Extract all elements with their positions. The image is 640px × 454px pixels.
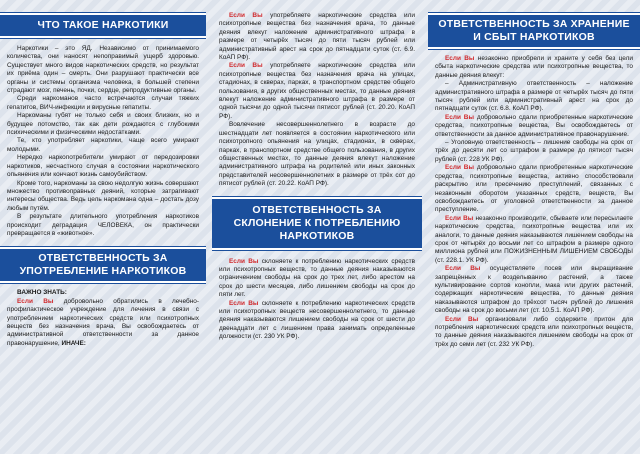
- important-label: ВАЖНО ЗНАТЬ:: [17, 289, 67, 297]
- if-you-label: Если Вы: [229, 257, 259, 265]
- paragraph: [219, 12, 415, 62]
- otherwise-label: ИНАЧЕ:: [61, 339, 86, 347]
- paragraph: [219, 258, 415, 300]
- storage-penalties: [428, 55, 640, 349]
- if-you-label: Если Вы: [229, 62, 263, 70]
- text: добровольно обратились в лечебно-профилактическое учреждение для лечения в связи с употреблением наркотических средств или психотропных веществ без назначения врача, Вы освобождаетесь от административной ответственности за данное правонарушение,: [7, 297, 200, 347]
- if-you-label: Если Вы: [17, 297, 54, 305]
- paragraph: [435, 114, 633, 139]
- column-what-are-drugs: [0, 0, 206, 454]
- paragraph: – Административную ответственность – наложение административного штрафа в размере от четырёх тысяч до пяти тысяч рублей или административный арест на срок до пятнадцати суток (ст. 6.8. КоАП РФ).: [435, 80, 633, 113]
- section-title-what-are-drugs: ЧТО ТАКОЕ НАРКОТИКИ: [0, 13, 206, 38]
- column-use-and-inducement: [212, 0, 422, 454]
- if-you-label: Если Вы: [229, 299, 259, 307]
- paragraph: Наркоманы губят не только себя и своих близких, но и будущее потомство, так как дети рождаются с глубокими психическими и физическими недостатками.: [7, 112, 199, 137]
- paragraph: [435, 55, 633, 80]
- if-you-label: Если Вы: [445, 214, 474, 222]
- paragraph: Те, кто употребляет наркотики, чаще всего умирают молодыми.: [7, 137, 199, 153]
- text: склоняете к потреблению наркотических средств или психотропных веществ, то данные деяния наказываются ограничением свободы на срок до трех лет, либо арестом на срок до шести месяцев, либо лишением свободы на срок до пяти лет.: [219, 257, 415, 299]
- paragraph: [7, 298, 199, 348]
- use-responsibility-text: [0, 289, 206, 348]
- paragraph: [435, 164, 633, 214]
- text: добровольно сдали приобретенные наркотические средства, психотропные вещества, Вы освобождаетесь от ответственности за данное административное правонарушение.: [435, 113, 633, 138]
- text: добровольно сдали приобретенные наркотические средства, психотропные вещества, активно способствовали раскрытию или пресечению преступлений, связанных с незаконным оборотом указанных средств, веществ, Вы освобождаетесь от уголовной ответственности за данное преступление.: [435, 164, 633, 214]
- text: употребляете наркотические средства или психотропные вещества без назначения врача, то данные деяния влекут наложение административного штрафа в размере от четырёх тысяч до пяти тысяч рублей или административный арест на срок до пятнадцати суток (ст. 6.9. КоАП РФ).: [219, 12, 416, 62]
- section-title-storage-and-sale: ОТВЕТСТВЕННОСТЬ ЗА ХРАНЕНИЕ И СБЫТ НАРКОТИКОВ: [428, 13, 640, 49]
- paragraph: [219, 62, 415, 121]
- text: незаконно производите, сбываете или пересылаете наркотические средства, психотропные вещества или их аналоги, то данные деяния наказываются лишением свободы на срок от четырёх до восьми лет со штрафом в размере одного миллиона рублей или ПОЖИЗНЕННЫМ ЛИШЕНИЕМ СВОБОДЫ (ст. 228.1. УК РФ).: [435, 214, 633, 264]
- paragraph: Наркотики – это ЯД. Независимо от принимаемого количества, они наносят непоправимый ущерб здоровью. Существует много видов наркотических средств, но результат их приёма один – смерть. Они разрушают практически все органы и системы организма человека, в большей степени страдают мозг, печень, почки, сердце, репродуктивные органы.: [7, 45, 199, 95]
- if-you-label: Если Вы: [445, 164, 474, 172]
- if-you-label: Если Вы: [445, 315, 479, 323]
- inducement-penalties: [212, 258, 422, 342]
- paragraph: Вовлечение несовершеннолетнего в возрасте до шестнадцати лет появляется в состоянии наркотического или психотропного опьянения на улицах, стадионах, в скверах, парках, в транспортном средстве общего пользования, в других общественных местах, то данные деяния влекут наложение административного штрафа на родителей или иных законных представителей несовершеннолетних в размере от трёх сот до пятисот рублей (ст. 20.22. КоАП РФ).: [219, 121, 415, 188]
- paragraph: Среди наркоманов часто встречаются случаи тяжких гепатитов, ВИЧ-инфекции и вирусные гепатиты.: [7, 95, 199, 111]
- paragraph: [219, 300, 415, 342]
- paragraph: [435, 215, 633, 265]
- paragraph: Нередко наркопотребители умирают от передозировки наркотиков, несчастного случая в состоянии наркотического опьянения или кончают жизнь самоубийством.: [7, 154, 199, 179]
- paragraph: В результате длительного употребления наркотиков происходит деградация ЧЕЛОВЕКА, он практически превращается в «животное».: [7, 213, 199, 237]
- text: склоняете к потреблению наркотических средств или психотропных веществ несовершеннолетнего, то данные деяния наказываются лишением свободы на срок от шести до двенадцати лет с лишением права занимать определенные должности (ст. 230 УК РФ).: [219, 299, 415, 341]
- paragraph: [435, 316, 633, 350]
- section-title-inducement: ОТВЕТСТВЕННОСТЬ ЗА СКЛОНЕНИЕ К ПОТРЕБЛЕНИЮ НАРКОТИКОВ: [212, 197, 422, 250]
- paragraph: [435, 265, 633, 315]
- column-storage-and-sale: [428, 0, 640, 454]
- paragraph: – Уголовную ответственность – лишение свободы на срок от трёх до десяти лет со штрафом в размере до пятисот тысяч рублей (ст. 228 УК РФ).: [435, 139, 633, 163]
- if-you-label: Если Вы: [445, 113, 474, 121]
- drugs-description: [0, 45, 206, 238]
- paragraph: Кроме того, наркоманы за свою недолгую жизнь совершают множество противоправных деяний, которые затрагивают интересы общества. Ведь цель наркомана одна – достать дозу любым путём.: [7, 179, 199, 212]
- section-title-use-responsibility: ОТВЕТСТВЕННОСТЬ ЗА УПОТРЕБЛЕНИЕ НАРКОТИКОВ: [0, 247, 206, 283]
- use-penalties: [212, 12, 422, 189]
- text: организовали либо содержите притон для потребления наркотических средств или психотропных веществ, то данные деяния наказываются лишением свободы на срок от трёх до семи лет (ст. 232 УК РФ).: [435, 315, 633, 348]
- text: употребляете наркотические средства или психотропные вещества без назначения врача на улицах, стадионах, в скверах, парках, в транспортном средстве общего пользования, в других общественных местах, то данные деяния влекут наложение административного штрафа в размере от одной тысячи до одной тысячи пятисот рублей (ст. 20.20. КоАП РФ).: [219, 62, 416, 120]
- if-you-label: Если Вы: [229, 12, 263, 19]
- if-you-label: Если Вы: [445, 55, 475, 62]
- if-you-label: Если Вы: [445, 265, 481, 273]
- text: незаконно приобрели и храните у себя без цели сбыта наркотические средства или психотропные вещества, то данные деяния влекут:: [435, 55, 633, 79]
- text: осуществляете посев или выращивание запрещённых к возделыванию растений, а также культивирование сортов конопли, мака или других растений, содержащих наркотические вещества, то данные деяния наказываются штрафом до трёхсот тысяч рублей до лишения свободы на срок до восьми лет (ст. 10.5.1. КоАП РФ).: [435, 265, 633, 315]
